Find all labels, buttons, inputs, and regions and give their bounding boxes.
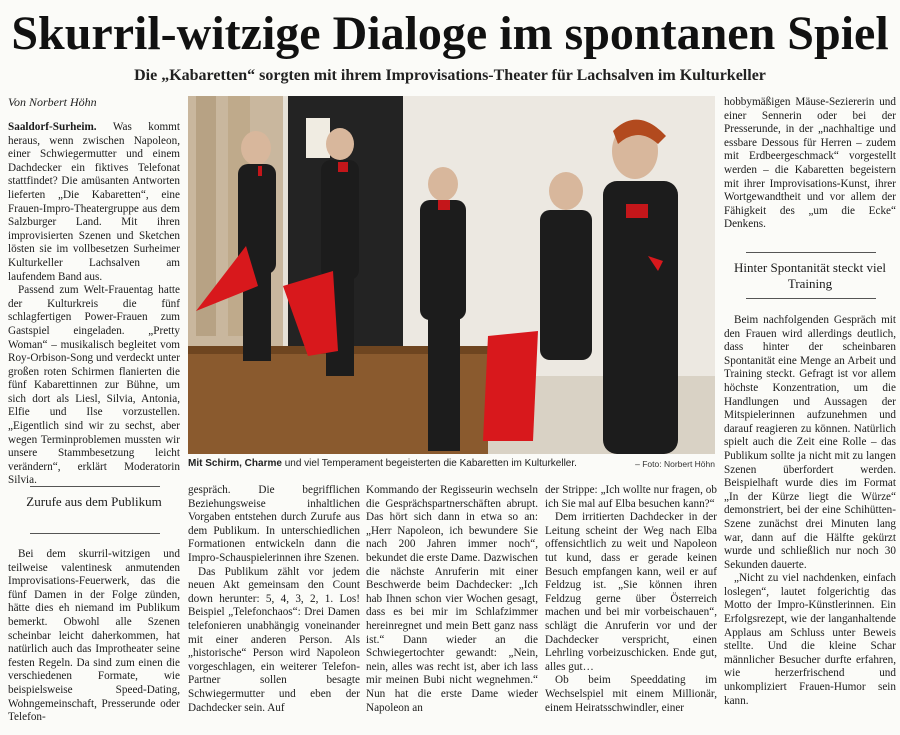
stage-photo [188, 96, 715, 454]
headline: Skurril-witzige Dialoge im spontanen Spiel [11, 7, 889, 60]
paragraph: Ob beim Speeddating im Wechselspiel mit einem Millionär, einem Heiratsschwindler, einer [545, 674, 717, 714]
paragraph: Kommando der Regisseurin wechseln die Gesprächspartnerschäften abrupt. Das hört sich dann in etwa so an: „Herr Napoleon, ich bewundere Sie nach 200 Jahren immer noch“, bekundet die erste Dame. Dazwischen die nächste Anruferin mit einer Beschwerde beim Dachdecker: „Ich hab Ihnen schon vier Wochen gesagt, dass es bei mir im Schlafzimmer hereinregnet und mein Bett ganz nass ist.“ Dann wieder an die Schwiegertochter gewandt: „Nein, nein, alles was recht ist, aber ich lass mir meinen Bubi nicht wegnehmen.“ Nun hat die erste Dame wieder Napoleon an [366, 484, 538, 714]
caption-text: und viel Temperament begeisterten die Kabaretten im Kulturkeller. [281, 458, 577, 469]
paragraph: Beim nachfolgenden Gespräch mit den Frauen wird allerdings deutlich, dass hinter der scheinbaren Spontanität eine Menge an Arbeit und Training steckt. Gefragt ist vor allem höchste Konzentration, um die Handlungen und Aussagen der Mitspielerinnen aufzunehmen und darauf reagieren zu können. Natürlich spielt auch die Zeit eine Rolle – das Publikum sollte ja nicht mit zu langen Szenen überfordert werden. Beispielhaft wurde dies im Format „In der Kürze liegt die Würze“ demonstriert, bei der eine Schihütten-Szene zunächst drei Minuten lang war, dann auf die Hälfte gekürzt wurde und schließlich nur noch 30 Sekunden dauerte. [724, 314, 896, 571]
stage-photo-illustration [188, 96, 715, 454]
paragraph [8, 121, 180, 284]
article-column-5-continued [724, 314, 896, 728]
caption-lead: Mit Schirm, Charme [188, 458, 282, 469]
article-column-1-continued [8, 548, 180, 728]
paragraph: hobbymäßigen Mäuse-Seziererin und einer Sennerin oder bei der Presserunde, in der „nachhaltige und essbare Dessous für Herren – zudem mit Erdbeergeschmack“ vorgestellt werden – die Kabaretten begeistern mit ihrer Improvisations-Kunst, ihrer Wortgewandtheit und vor allem der Fähigkeit des „um die Ecke“ Denkens. [724, 96, 896, 231]
divider [746, 298, 876, 299]
article-column-2 [188, 484, 360, 728]
paragraph: Das Publikum zählt vor jedem neuen Akt gemeinsam den Count down herunter: 5, 4, 3, 2, 1. Los! Beispiel „Telefonchaos“: Drei Damen telefonieren unabhängig voneinander mit einer anderen Person. Als „historische“ Person wird Napoleon vorgeschlagen, ein weiterer Telefon-Partner sollen besagte Schwiegermutter und eben der Dachdecker sein. Auf [188, 565, 360, 714]
subtitle: Die „Kabaretten“ sorgten mit ihrem Improvisations-Theater für Lachsalven im Kulturkeller [134, 67, 766, 84]
paragraph-text: Was kommt heraus, wenn zwischen Napoleon, einer Schwiegermutter und einem Dachdecker ein fiktives Telefonat stattfindet? Die amüsanten Antworten lieferten „Die Kabaretten“, eine Frauen-Impro-Theatergruppe aus dem Salzburger Land. Mit ihren improvisierten Szenen und Sketchen lösten sie im vollbesetzen Surheimer Kulturkeller Lachsalven am laufendem Band aus. [8, 121, 180, 283]
byline: Von Norbert Höhn [8, 95, 97, 109]
photo-credit: – Foto: Norbert Höhn [635, 459, 715, 469]
paragraph: der Strippe: „Ich wollte nur fragen, ob ich Sie mal auf Elba besuchen kann?“ [545, 484, 717, 510]
paragraph: Bei dem skurril-witzigen und teilweise valentinesk anmutenden Improvisations-Feuerwerk, das die fünf Damen in der Folge zünden, hätte dies eh niemand im Publikum bemerkt. Obwohl alle Szenen scheinbar leicht daherkommen, hat natürlich auch das Improtheater seine festen Regeln. Da sind zum einen die verschiedenen Formate, wie beispielsweise Speed-Dating, Wohngemeinschaft, Presserunde oder Telefon- [8, 548, 180, 724]
paragraph: „Nicht zu viel nachdenken, einfach loslegen“, lautet folgerichtig das Motto der Impro-Künstlerinnen. Ein Erfolgsrezept, wie der langanhaltende Applaus am Schluss unter Beweis stellte. Und die kleine Schar männlicher Besucher durfte erfahren, wie herzerfrischend und unkompliziert Frauen-Humor sein kann. [724, 572, 896, 707]
paragraph: Passend zum Welt-Frauentag hatte der Kulturkreis die fünf schlagfertigen Power-Frauen zum Gastspiel eingeladen. „Pretty Woman“ – musikalisch begleitet vom Roy-Orbison-Song und verdeckt unter großen roten Schirmen flanierten die fünf Kabarettinnen zur Bühne, um sich dort als Liesl, Silvia, Antonia, Elfie und Ilse vorzustellen. „Eigentlich sind wir zu sechst, aber wegen Terminproblemen mussten wir unsere Stammbesetzung leicht verändern“, erklärt Moderatorin Silvia. [8, 284, 180, 487]
subheading-publikum: Zurufe aus dem Publikum [26, 494, 162, 509]
article-column-4 [545, 484, 717, 728]
paragraph: Dem irritierten Dachdecker in der Leitung scheint der Weg nach Elba offensichtlich zu weit und Napoleon tut kund, dass er gerade keinen Besuch empfangen kann, weil er auf Feldzug ist. „Sie können ihren Feldzug gerne über Österreich machen und bei mir vorbeischauen“, schlägt die Anruferin vor und der Dachdecker verspricht, einen Lehrling vorbeizuschicken. Ende gut, alles gut… [545, 511, 717, 673]
paragraph: gespräch. Die begrifflichen Beziehungsweise inhaltlichen Vorgaben entstehen durch Zurufe aus dem Publikum. In unterschiedlichen Formationen entwickeln dann die Impro-Schauspielerinnen ihre Szenen. [188, 484, 360, 564]
subheading-training: Hinter Spontanität steckt viel Training [734, 260, 886, 291]
article-column-3 [366, 484, 538, 728]
divider [746, 252, 876, 253]
photo-caption [188, 457, 715, 473]
dateline: Saaldorf-Surheim. [8, 121, 97, 133]
divider [30, 486, 160, 487]
divider [30, 533, 160, 534]
article-column-1 [8, 121, 180, 487]
article-column-5 [724, 96, 896, 244]
